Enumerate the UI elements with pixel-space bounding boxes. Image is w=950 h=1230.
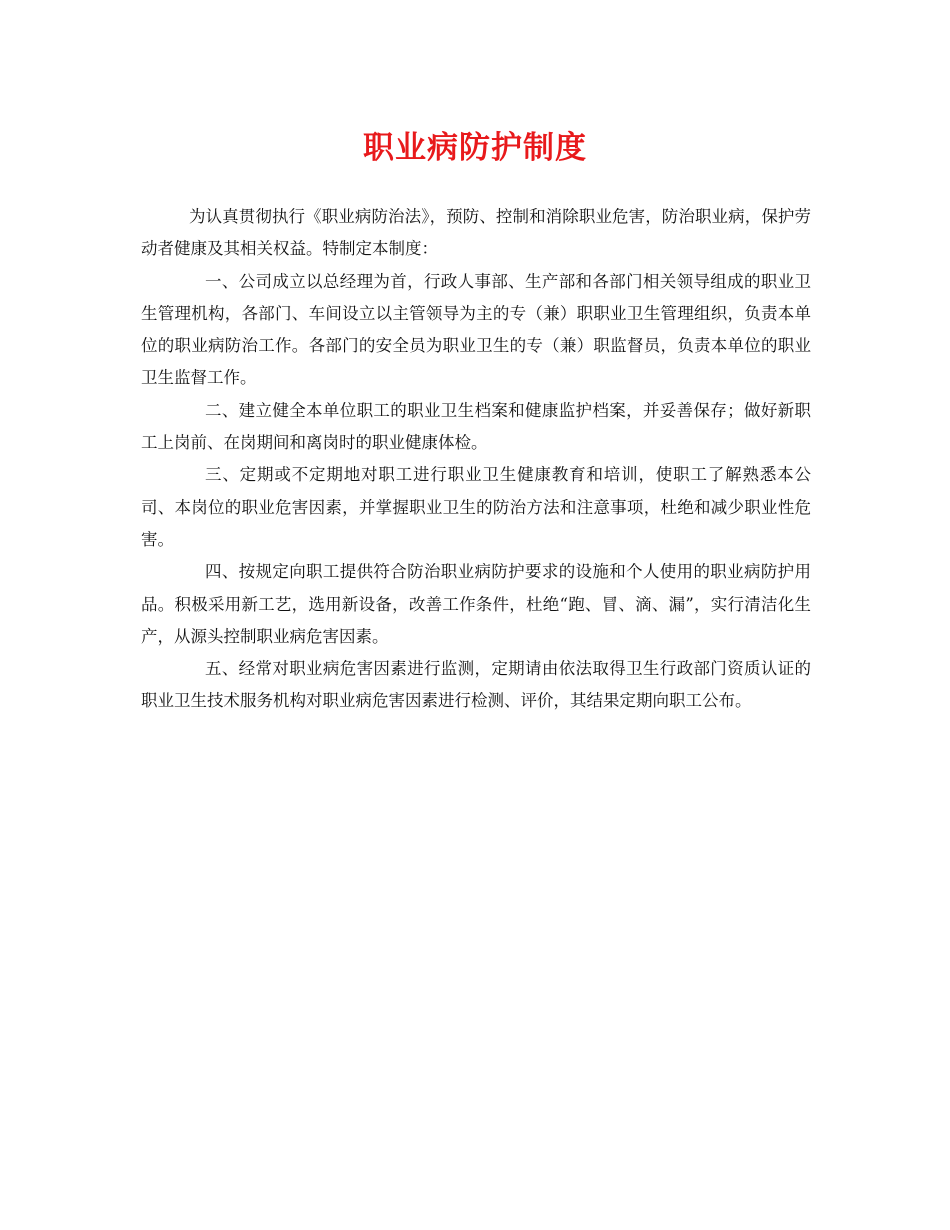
clause-4-paragraph: 四、按规定向职工提供符合防治职业病防护要求的设施和个人使用的职业病防护用品。积极采用新工艺，选用新设备，改善工作条件，杜绝“跑、冒、滴、漏”，实行清洁化生产，从源头控制职业病危害因素。 [141,562,811,646]
document-body [141,201,811,718]
clause-3-paragraph: 三、定期或不定期地对职工进行职业卫生健康教育和培训，使职工了解熟悉本公司、本岗位的职业危害因素，并掌握职业卫生的防治方法和注意事项，杜绝和减少职业性危害。 [141,465,811,549]
clause-1-paragraph: 一、公司成立以总经理为首，行政人事部、生产部和各部门相关领导组成的职业卫生管理机构，各部门、车间设立以主管领导为主的专（兼）职职业卫生管理组织，负责本单位的职业病防治工作。各部门的安全员为职业卫生的专（兼）职监督员，负责本单位的职业卫生监督工作。 [141,271,811,388]
intro-paragraph: 为认真贯彻执行《职业病防治法》，预防、控制和消除职业危害，防治职业病，保护劳动者健康及其相关权益。特制定本制度： [141,207,811,259]
clause-2-paragraph: 二、建立健全本单位职工的职业卫生档案和健康监护档案，并妥善保存；做好新职工上岗前、在岗期间和离岗时的职业健康体检。 [141,400,811,453]
document-title: 职业病防护制度 [363,130,587,166]
clause-5-paragraph: 五、经常对职业病危害因素进行监测，定期请由依法取得卫生行政部门资质认证的职业卫生技术服务机构对职业病危害因素进行检测、评价，其结果定期向职工公布。 [141,659,811,711]
